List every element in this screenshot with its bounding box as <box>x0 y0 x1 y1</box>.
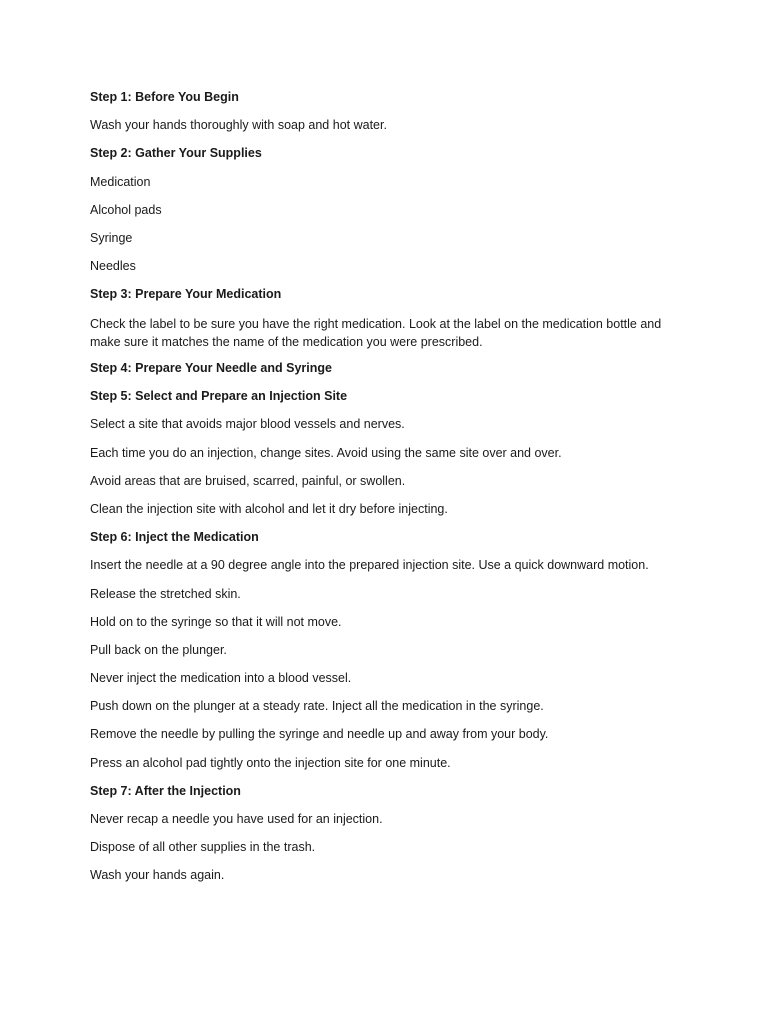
supply-item: Alcohol pads <box>90 202 162 217</box>
step-5-item: Each time you do an injection, change sites. Avoid using the same site over and over. <box>90 445 562 460</box>
step-6-item: Press an alcohol pad tightly onto the injection site for one minute. <box>90 755 451 770</box>
step-7-item: Never recap a needle you have used for an injection. <box>90 812 383 826</box>
step-1-text: Wash your hands thoroughly with soap and hot water. <box>90 118 387 133</box>
step-5-item: Select a site that avoids major blood vessels and nerves. <box>90 417 405 432</box>
step-3-text: Check the label to be sure you have the right medication. Look at the label on the medication bottle and make sure it matches the name of the medication you were prescribed. <box>90 316 662 349</box>
step-5-heading: Step 5: Select and Prepare an Injection Site <box>90 389 348 404</box>
step-2-heading: Step 2: Gather Your Supplies <box>90 146 262 161</box>
step-6-item: Release the stretched skin. <box>90 586 241 601</box>
document-body <box>90 89 690 896</box>
step-7-item: Dispose of all other supplies in the trash. <box>90 840 316 855</box>
supply-item: Medication <box>90 174 151 189</box>
step-6-heading: Step 6: Inject the Medication <box>90 530 259 545</box>
supply-item: Syringe <box>90 230 133 245</box>
step-6-item: Never inject the medication into a blood vessel. <box>90 671 352 686</box>
step-7-item: Wash your hands again. <box>90 868 225 883</box>
step-5-item: Avoid areas that are bruised, scarred, painful, or swollen. <box>90 473 406 488</box>
step-7-heading: Step 7: After the Injection <box>90 783 241 798</box>
supply-item: Needles <box>90 259 136 274</box>
step-4-heading: Step 4: Prepare Your Needle and Syringe <box>90 361 332 375</box>
step-6-item: Hold on to the syringe so that it will not move. <box>90 614 342 629</box>
step-6-item: Remove the needle by pulling the syringe and needle up and away from your body. <box>90 727 549 742</box>
step-1-heading: Step 1: Before You Begin <box>90 90 239 104</box>
step-6-item: Insert the needle at a 90 degree angle into the prepared injection site. Use a quick downward motion. <box>90 558 649 573</box>
step-5-item: Clean the injection site with alcohol and let it dry before injecting. <box>90 501 448 516</box>
step-3-heading: Step 3: Prepare Your Medication <box>90 287 282 302</box>
step-6-item: Pull back on the plunger. <box>90 642 227 657</box>
step-6-item: Push down on the plunger at a steady rate. Inject all the medication in the syringe. <box>90 699 544 714</box>
